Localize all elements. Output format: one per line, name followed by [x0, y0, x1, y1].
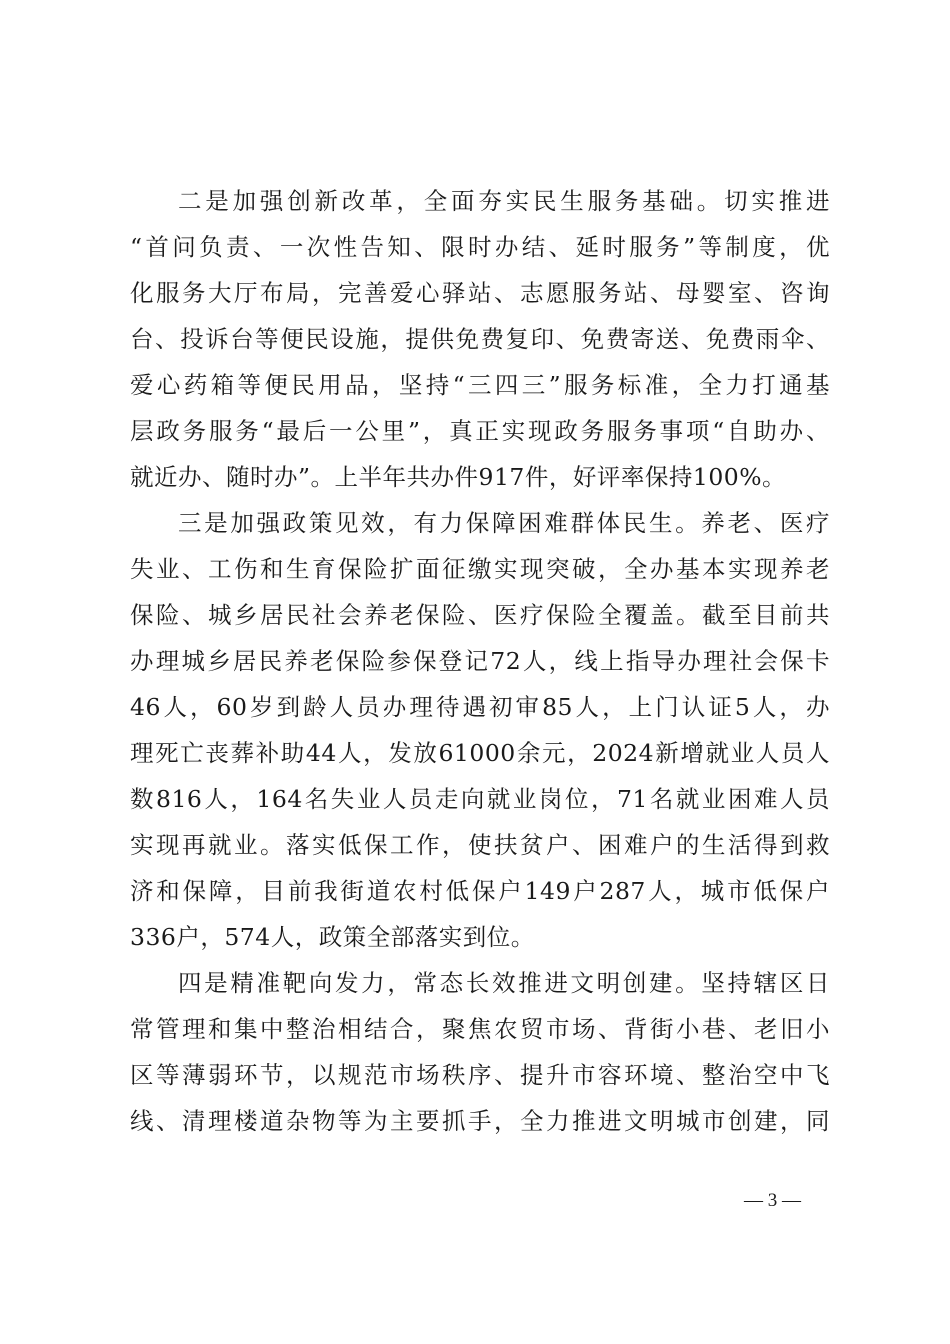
paragraph-line: 办理城乡居民养老保险参保登记72人，线上指导办理社会保卡 [130, 647, 830, 675]
paragraph-line: 实现再就业。落实低保工作，使扶贫户、困难户的生活得到救 [130, 831, 830, 859]
paragraph-line: 爱心药箱等便民用品，坚持“三四三”服务标准，全力打通基 [130, 371, 830, 399]
paragraph-line: 台、投诉台等便民设施，提供免费复印、免费寄送、免费雨伞、 [130, 325, 830, 353]
paragraph-line: 46人，60岁到龄人员办理待遇初审85人，上门认证5人，办 [130, 693, 830, 721]
paragraph-line: 常管理和集中整治相结合，聚焦农贸市场、背街小巷、老旧小 [130, 1015, 830, 1043]
paragraph-line: “首问负责、一次性告知、限时办结、延时服务”等制度，优 [130, 233, 830, 261]
paragraph-line: 就近办、随时办”。上半年共办件917件，好评率保持100%。 [130, 463, 787, 491]
page-number: — 3 — [744, 1190, 801, 1211]
paragraph-line: 三是加强政策见效，有力保障困难群体民生。养老、医疗 [178, 509, 830, 537]
paragraph-line: 二是加强创新改革，全面夯实民生服务基础。切实推进 [178, 187, 830, 215]
paragraph-line: 线、清理楼道杂物等为主要抓手，全力推进文明城市创建，同 [130, 1107, 830, 1135]
paragraph-line: 四是精准靶向发力，常态长效推进文明创建。坚持辖区日 [178, 969, 830, 997]
paragraph-line: 济和保障，目前我街道农村低保户149户287人，城市低保户 [130, 877, 830, 905]
paragraph-policy-support [130, 500, 830, 960]
paragraph-line: 层政务服务“最后一公里”，真正实现政务服务事项“自助办、 [130, 417, 830, 445]
paragraph-line: 数816人，164名失业人员走向就业岗位，71名就业困难人员 [130, 785, 830, 813]
paragraph-service-reform [130, 178, 830, 500]
paragraph-line: 理死亡丧葬补助44人，发放61000余元，2024新增就业人员人 [130, 739, 830, 767]
paragraph-line: 区等薄弱环节，以规范市场秩序、提升市容环境、整治空中飞 [130, 1061, 830, 1089]
paragraph-civilization-building [130, 960, 830, 1144]
paragraph-line: 保险、城乡居民社会养老保险、医疗保险全覆盖。截至目前共 [130, 601, 830, 629]
paragraph-line: 336户，574人，政策全部落实到位。 [130, 923, 535, 951]
paragraph-line: 化服务大厅布局，完善爱心驿站、志愿服务站、母婴室、咨询 [130, 279, 830, 307]
paragraph-line: 失业、工伤和生育保险扩面征缴实现突破，全办基本实现养老 [130, 555, 830, 583]
